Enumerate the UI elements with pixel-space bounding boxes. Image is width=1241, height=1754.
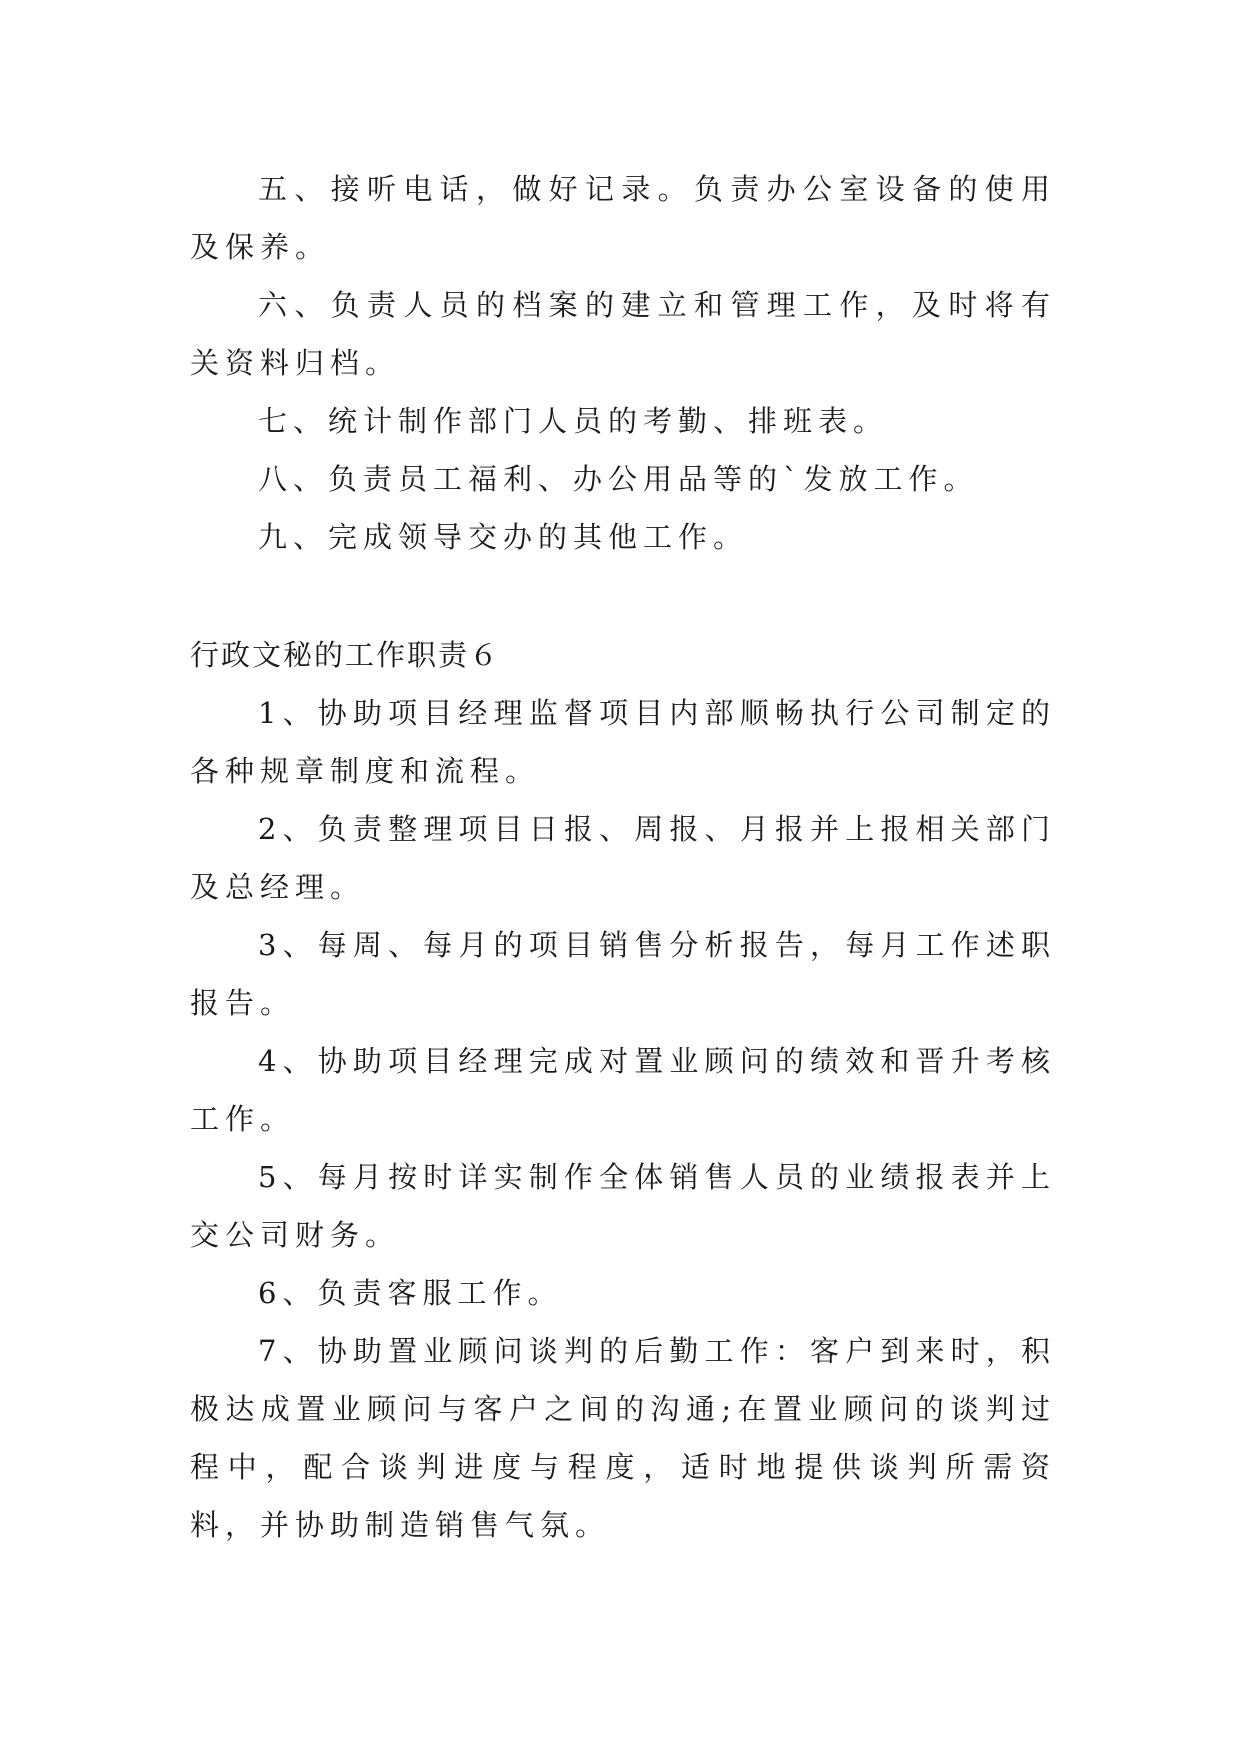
duty-item-7: 7、协助置业顾问谈判的后勤工作：客户到来时，积极达成置业顾问与客户之间的沟通;在置业顾问的谈判过程中，配合谈判进度与程度，适时地提供谈判所需资料，并协助制造销售气氛。 [190,1334,1056,1542]
duty-item-6: 6、负责客服工作。 [258,1276,563,1310]
paragraph-item-7: 七、统计制作部门人员的考勤、排班表。 [258,404,889,438]
paragraph-item-5: 五、接听电话，做好记录。负责办公室设备的使用及保养。 [190,172,1056,264]
paragraph-item-9: 九、完成领导交办的其他工作。 [258,520,749,554]
section-heading: 行政文秘的工作职责６ [190,638,501,672]
duty-item-1: 1、协助项目经理监督项目内部顺畅执行公司制定的各种规章制度和流程。 [190,696,1056,788]
paragraph-item-8: 八、负责员工福利、办公用品等的`发放工作。 [258,462,979,496]
duty-item-3: 3、每周、每月的项目销售分析报告，每月工作述职报告。 [190,928,1056,1020]
duty-item-2: 2、负责整理项目日报、周报、月报并上报相关部门及总经理。 [190,812,1056,904]
document-body [190,160,1056,1554]
duty-item-5: 5、每月按时详实制作全体销售人员的业绩报表并上交公司财务。 [190,1160,1056,1252]
paragraph-item-6: 六、负责人员的档案的建立和管理工作，及时将有关资料归档。 [190,288,1056,380]
duty-item-4: 4、协助项目经理完成对置业顾问的绩效和晋升考核工作。 [190,1044,1056,1136]
